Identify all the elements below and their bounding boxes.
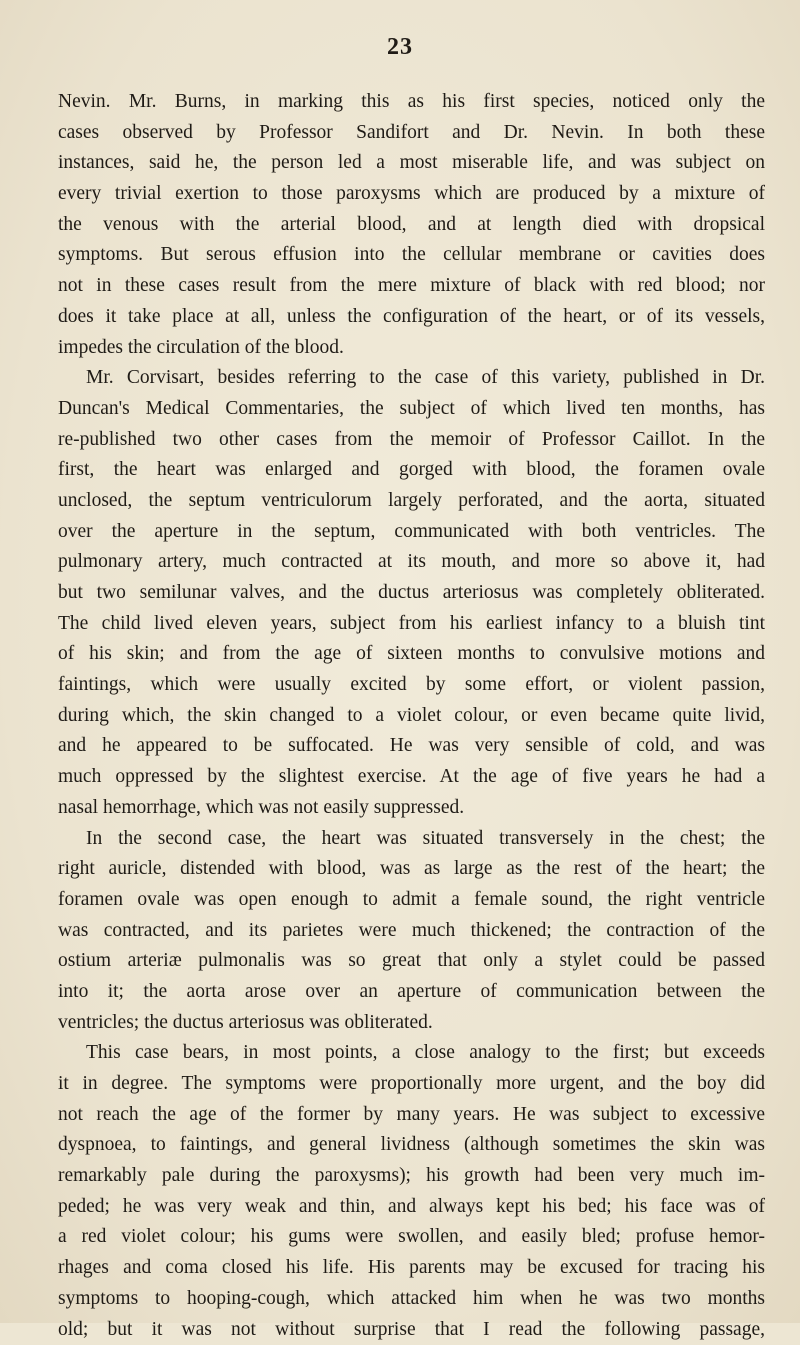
text-line: ostium arteriæ pulmonalis was so great that only a stylet could be passed [58, 946, 765, 977]
text-line: cases observed by Professor Sandifort and Dr. Nevin. In both these [58, 118, 765, 149]
text-line: unclosed, the septum ventriculorum largely perforated, and the aorta, situated [58, 486, 765, 517]
text-line: pulmonary artery, much contracted at its mouth, and more so above it, had [58, 547, 765, 578]
text-line: peded; he was very weak and thin, and always kept his bed; his face was of [58, 1192, 765, 1223]
text-line: instances, said he, the person led a most miserable life, and was subject on [58, 148, 765, 179]
text-line: The child lived eleven years, subject from his earliest infancy to a bluish tint [58, 609, 765, 640]
text-line: Nevin. Mr. Burns, in marking this as his first species, noticed only the [58, 87, 765, 118]
text-line: symptoms. But serous effusion into the cellular membrane or cavities does [58, 240, 765, 271]
text-line: of his skin; and from the age of sixteen months to convulsive motions and [58, 639, 765, 670]
text-line: re-published two other cases from the memoir of Professor Caillot. In the [58, 425, 765, 456]
text-line: over the aperture in the septum, communicated with both ventricles. The [58, 517, 765, 548]
text-line: dyspnoea, to faintings, and general lividness (although sometimes the skin was [58, 1130, 765, 1161]
text-line: symptoms to hooping-cough, which attacked him when he was two months [58, 1284, 765, 1315]
text-line: Mr. Corvisart, besides referring to the case of this variety, published in Dr. [58, 363, 765, 394]
text-line: Duncan's Medical Commentaries, the subject of which lived ten months, has [58, 394, 765, 425]
text-line: into it; the aorta arose over an aperture of communication between the [58, 977, 765, 1008]
text-line: it in degree. The symptoms were proportionally more urgent, and the boy did [58, 1069, 765, 1100]
text-line: and he appeared to be suffocated. He was very sensible of cold, and was [58, 731, 765, 762]
text-line: was contracted, and its parietes were much thickened; the contraction of the [58, 916, 765, 947]
text-line: This case bears, in most points, a close analogy to the first; but exceeds [58, 1038, 765, 1069]
text-line: nasal hemorrhage, which was not easily suppressed. [58, 793, 765, 824]
text-line: rhages and coma closed his life. His parents may be excused for tracing his [58, 1253, 765, 1284]
text-line: not reach the age of the former by many years. He was subject to excessive [58, 1100, 765, 1131]
text-line: every trivial exertion to those paroxysms which are produced by a mixture of [58, 179, 765, 210]
text-line: In the second case, the heart was situated transversely in the chest; the [58, 824, 765, 855]
text-line: much oppressed by the slightest exercise. At the age of five years he had a [58, 762, 765, 793]
text-line: does it take place at all, unless the configuration of the heart, or of its vessels, [58, 302, 765, 333]
text-line: ventricles; the ductus arteriosus was obliterated. [58, 1008, 765, 1039]
page-number: 23 [0, 34, 800, 61]
text-line: during which, the skin changed to a violet colour, or even became quite livid, [58, 701, 765, 732]
text-line: impedes the circulation of the blood. [58, 333, 765, 364]
text-line: first, the heart was enlarged and gorged with blood, the foramen ovale [58, 455, 765, 486]
text-line: faintings, which were usually excited by some effort, or violent passion, [58, 670, 765, 701]
text-line: old; but it was not without surprise that I read the following passage, [58, 1315, 765, 1345]
text-line: the venous with the arterial blood, and at length died with dropsical [58, 210, 765, 241]
body-text [58, 87, 765, 1345]
text-line: but two semilunar valves, and the ductus arteriosus was completely obliterated. [58, 578, 765, 609]
text-line: foramen ovale was open enough to admit a female sound, the right ventricle [58, 885, 765, 916]
text-line: right auricle, distended with blood, was as large as the rest of the heart; the [58, 854, 765, 885]
text-line: a red violet colour; his gums were swollen, and easily bled; profuse hemor- [58, 1222, 765, 1253]
text-line: not in these cases result from the mere mixture of black with red blood; nor [58, 271, 765, 302]
text-line: remarkably pale during the paroxysms); his growth had been very much im- [58, 1161, 765, 1192]
